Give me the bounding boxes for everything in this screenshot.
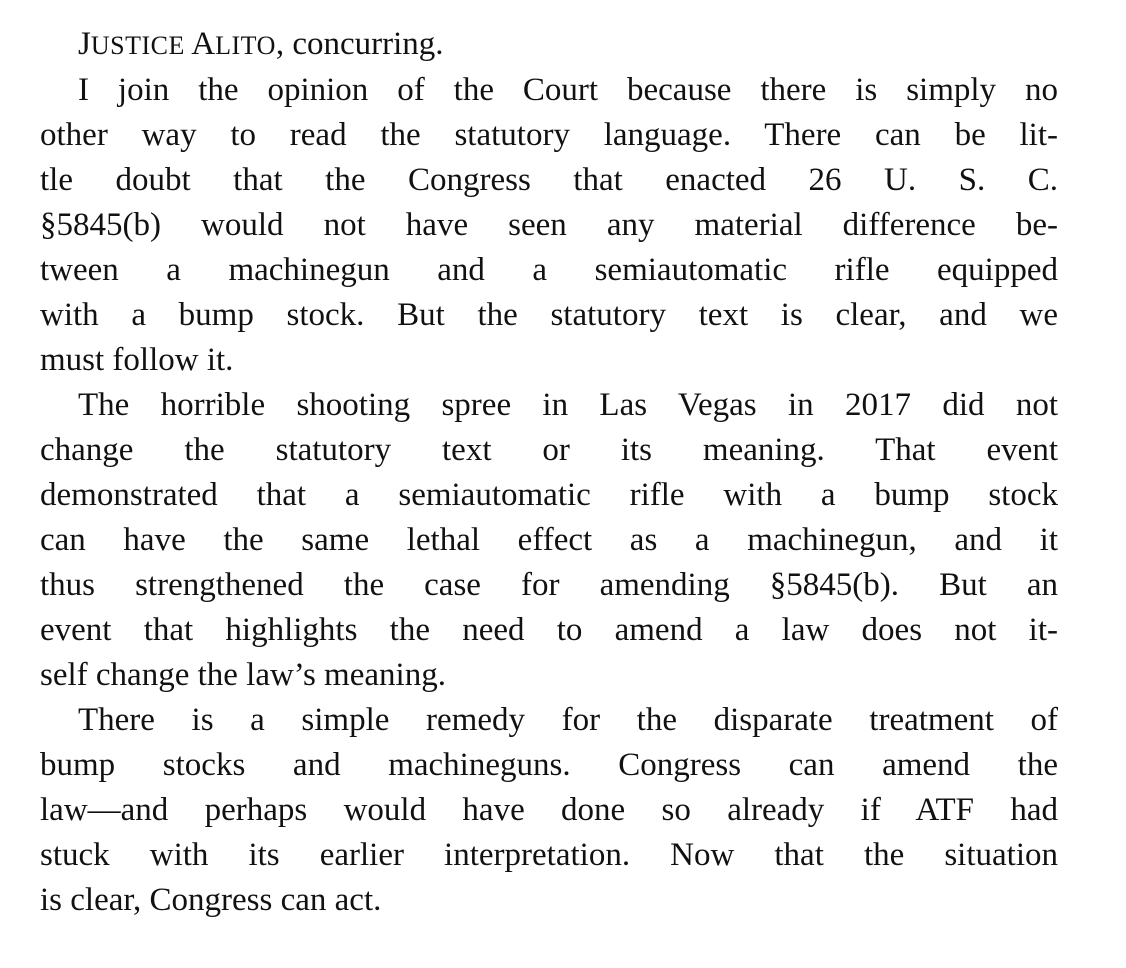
paragraph-3 bbox=[40, 698, 1058, 923]
paragraph-2 bbox=[40, 383, 1058, 698]
heading-justice-rest: USTICE bbox=[90, 31, 185, 60]
paragraph-line: §5845(b) would not have seen any material difference be- bbox=[40, 207, 1058, 243]
heading-justice-initial: J bbox=[78, 26, 91, 62]
paragraph-line: other way to read the statutory language. There can be lit- bbox=[40, 117, 1058, 153]
opinion-page bbox=[40, 22, 1058, 923]
paragraph-line: stuck with its earlier interpretation. Now that the situation bbox=[40, 837, 1058, 873]
paragraph-line: self change the law’s meaning. bbox=[40, 657, 446, 693]
paragraph-line: must follow it. bbox=[40, 342, 234, 378]
heading-suffix: , concurring. bbox=[275, 26, 444, 62]
paragraph-line: demonstrated that a semiautomatic rifle with a bump stock bbox=[40, 477, 1058, 513]
paragraph-line: tle doubt that the Congress that enacted 26 U. S. C. bbox=[40, 162, 1058, 198]
paragraph-line: I join the opinion of the Court because there is simply no bbox=[78, 72, 1058, 108]
paragraph-line: can have the same lethal effect as a machinegun, and it bbox=[40, 522, 1058, 558]
heading-name-rest: LITO bbox=[215, 31, 276, 60]
paragraph-line: law—and perhaps would have done so already if ATF had bbox=[40, 792, 1058, 828]
paragraph-line: The horrible shooting spree in Las Vegas in 2017 did not bbox=[78, 387, 1058, 423]
opinion-heading bbox=[78, 22, 1058, 68]
paragraph-line: is clear, Congress can act. bbox=[40, 882, 382, 918]
paragraph-line: bump stocks and machineguns. Congress can amend the bbox=[40, 747, 1058, 783]
paragraph-line: change the statutory text or its meaning. That event bbox=[40, 432, 1058, 468]
paragraph-line: event that highlights the need to amend a law does not it- bbox=[40, 612, 1058, 648]
heading-name-initial: A bbox=[191, 26, 216, 62]
paragraph-line: tween a machinegun and a semiautomatic rifle equipped bbox=[40, 252, 1058, 288]
paragraph-line: with a bump stock. But the statutory text is clear, and we bbox=[40, 297, 1058, 333]
paragraph-line: thus strengthened the case for amending §5845(b). But an bbox=[40, 567, 1058, 603]
paragraph-line: There is a simple remedy for the disparate treatment of bbox=[78, 702, 1058, 738]
paragraph-1 bbox=[40, 68, 1058, 383]
